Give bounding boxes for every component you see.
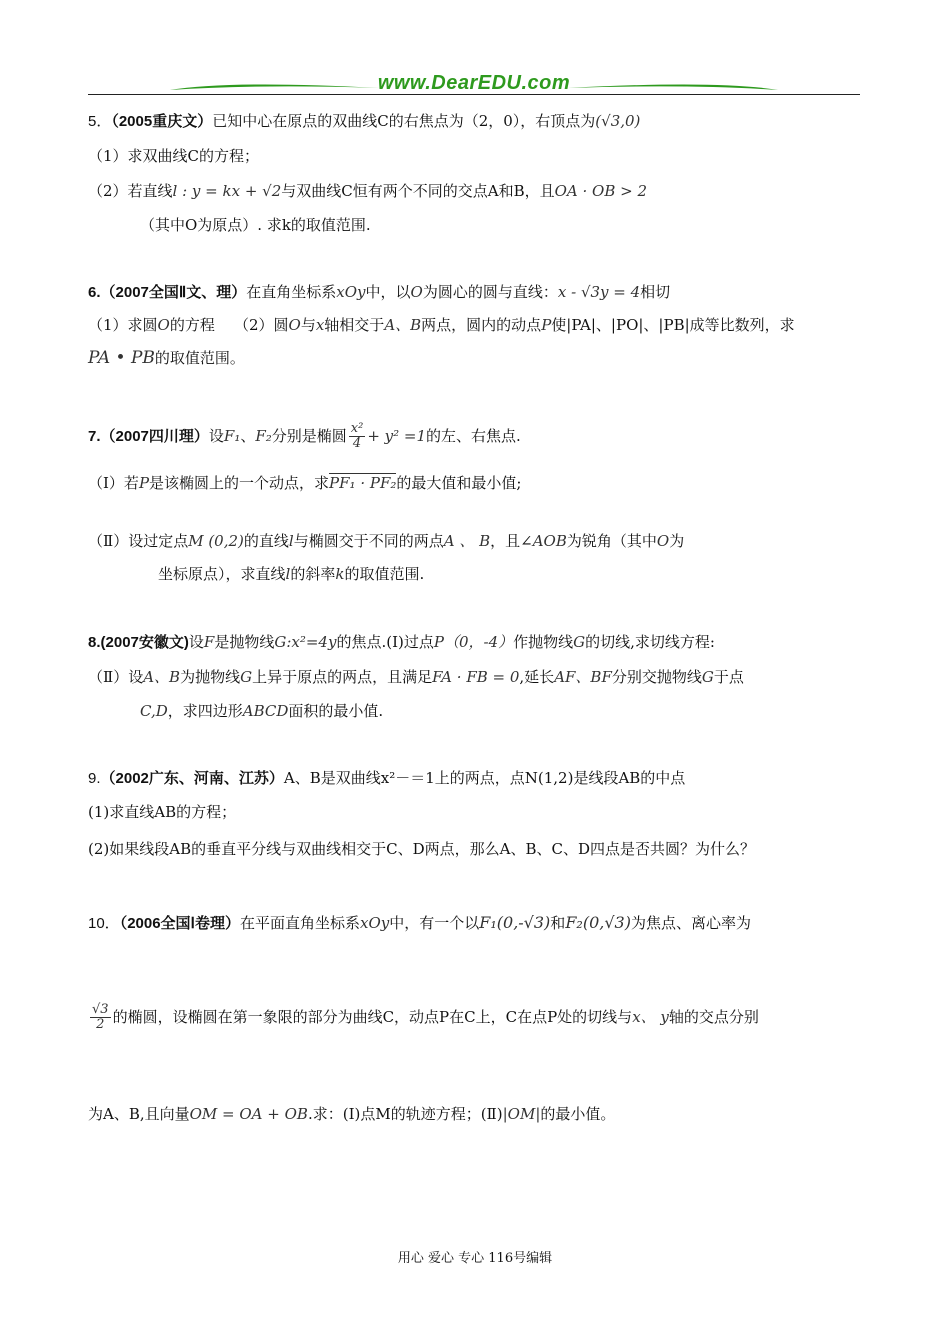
site-logo-text: www.DearEDU.com	[377, 72, 571, 94]
problem-7-line-1: 7.（2007四川理）设F₁、F₂分别是椭圆 $\frac{\text{x²}}{4}$ + y² =1的左、右焦点.	[88, 421, 521, 452]
problem-6-line-2: （1）求圆O的方程 （2）圆O与x轴相交于A、B两点，圆内的动点P使|PA|、|PO|、|PB|成等比数列，求	[88, 316, 795, 334]
eccentricity-fraction: $\frac{√3}{2}$	[92, 1002, 109, 1033]
problem-7-q2-cont: 坐标原点），求直线l的斜率k的取值范围.	[158, 565, 425, 583]
problem-10-line-2: $\frac{√3}{2}$ 的椭圆，设椭圆在第一象限的部分为曲线C，动点P在C上，C在点P处的切线与x、 y轴的交点分别	[92, 1002, 759, 1033]
header-rule	[88, 94, 860, 95]
problem-9-q2: (2)如果线段AB的垂直平分线与双曲线相交于C、D两点，那么A、B、C、D四点是否共圆？为什么？	[88, 840, 755, 858]
problem-7-q1: （Ⅰ）若P是该椭圆上的一个动点，求PF₁ · PF₂的最大值和最小值;	[88, 474, 522, 492]
problem-8-q2: （Ⅱ）设A、B为抛物线G上异于原点的两点，且满足FA · FB = 0,延长AF、BF分别交抛物线G于点	[88, 668, 744, 686]
problem-5-q1: （1）求双曲线C的方程；	[88, 147, 260, 165]
problem-6-line-3: PA • PB的取值范围。	[88, 348, 245, 368]
problem-7-q2: （Ⅱ）设过定点M (0,2)的直线l与椭圆交于不同的两点A 、 B，且∠AOB为锐角（其中O为	[88, 532, 685, 550]
problem-8-q2-cont: C,D，求四边形ABCD面积的最小值.	[140, 702, 384, 720]
problem-10-line-1: 10．（2006全国Ⅰ卷理）在平面直角坐标系xOy中，有一个以F₁(0,-√3)和F₂(0,√3)为焦点、离心率为	[88, 913, 751, 932]
problem-5-q2-cont: （其中O为原点）. 求k的取值范围.	[140, 216, 371, 234]
problem-8-line-1: 8.(2007安徽文)设F是抛物线G:x²=4y的焦点.(Ⅰ)过点P（0，-4）作抛物线G的切线,求切线方程:	[88, 633, 715, 651]
problem-5-q2: （2）若直线l : y = kx + √2与双曲线C恒有两个不同的交点A和B，且OA · OB > 2	[88, 182, 648, 200]
problem-6-line-1: 6.（2007全国Ⅱ文、理）在直角坐标系xOy中，以O为圆心的圆与直线：x - √3y = 4相切	[88, 283, 671, 301]
problem-5-line-1: 5．（2005重庆文）已知中心在原点的双曲线C的右焦点为（2，0），右顶点为(√3,0)	[88, 112, 641, 130]
problem-10-line-3: 为A、B,且向量OM = OA + OB.求：(Ⅰ)点M的轨迹方程；(Ⅱ)|OM|的最小值。	[88, 1105, 616, 1123]
problem-9-line-1: 9.（2002广东、河南、江苏）A、B是双曲线x²－＝1上的两点，点N(1,2)是线段AB的中点	[88, 769, 686, 787]
ellipse-fraction: $\frac{\text{x²}}{4}$	[350, 421, 364, 452]
page-header	[88, 70, 860, 102]
page-footer: 用心 爱心 专心 116号编辑	[397, 1251, 553, 1266]
problem-9-q1: (1)求直线AB的方程；	[88, 803, 237, 821]
